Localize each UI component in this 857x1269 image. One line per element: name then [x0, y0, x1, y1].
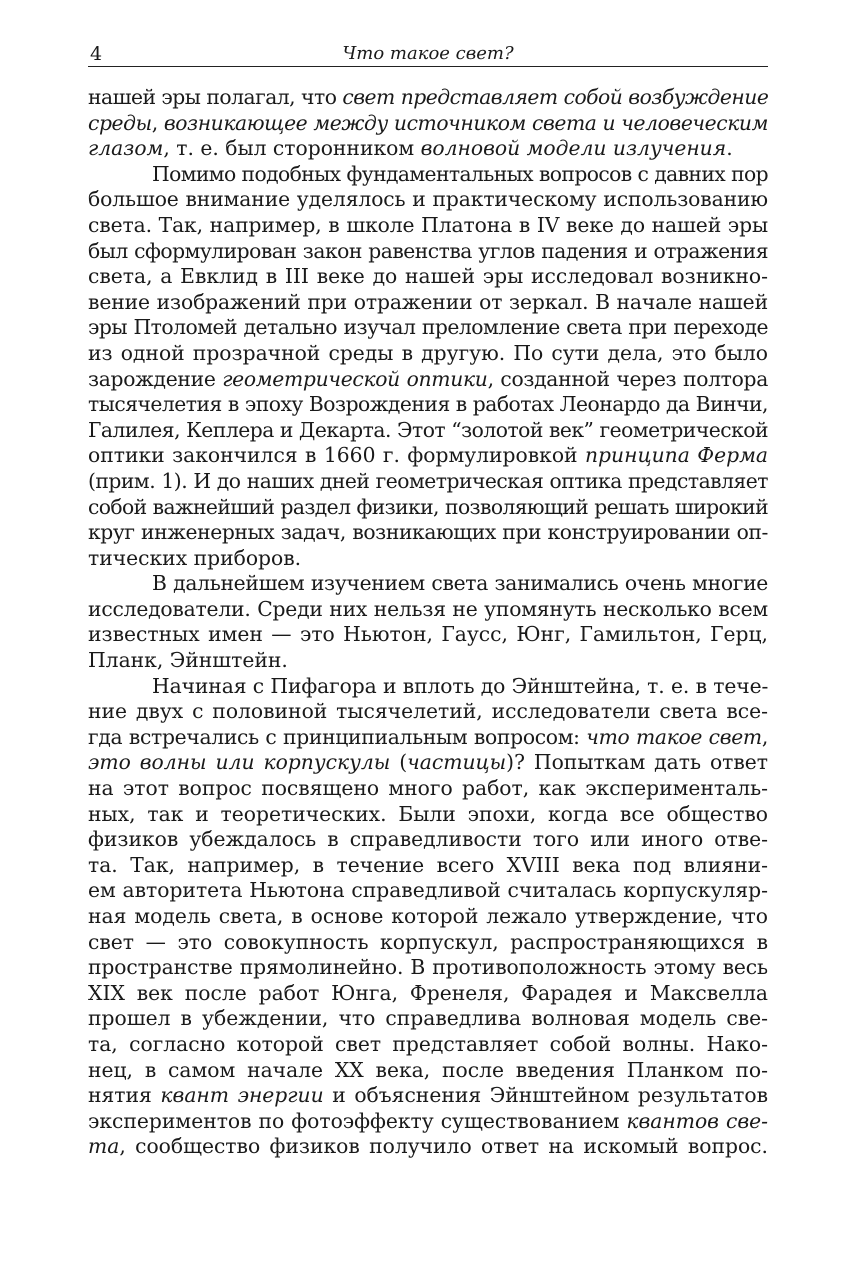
- text-line: ние двух с половиной тысячелетий, исследователи света все-: [88, 699, 768, 724]
- text-line: из одной прозрачной среды в другую. По сути дела, это было: [88, 340, 768, 365]
- text-line: прошел в убеждении, что справедлива волновая модель све-: [88, 1006, 768, 1031]
- text-line: собой важнейший раздел физики, позволяющий решать широкий: [88, 494, 768, 519]
- text-line: физиков убеждалось в справедливости того или иного отве-: [88, 827, 768, 852]
- text-line: зарождение геометрической оптики, созданной через полтора: [88, 366, 768, 391]
- text-line: нашей эры полагал, что свет представляет собой возбуждение: [88, 85, 769, 109]
- text-line: известных имен — это Ньютон, Гаусс, Юнг, Гамильтон, Герц,: [88, 622, 768, 647]
- page-header: [88, 40, 768, 67]
- text-line: (прим. 1). И до наших дней геометрическая оптика представляет: [88, 468, 768, 493]
- text-line: вение изображений при отражении от зеркал. В начале нашей: [88, 289, 768, 314]
- text-line: Планк, Эйнштейн.: [88, 648, 288, 673]
- text-line: исследователи. Среди них нельзя не упомянуть несколько всем: [88, 596, 768, 621]
- text-line: это волны или корпускулы (частицы)? Попыткам дать ответ: [88, 750, 769, 775]
- text-line: круг инженерных задач, возникающих при конструировании оп-: [88, 520, 768, 545]
- text-line: XIX век после работ Юнга, Френеля, Фарадея и Максвелла: [88, 980, 768, 1005]
- text-line: та, согласно которой свет представляет собой волны. Нако-: [88, 1031, 768, 1056]
- body-text: [88, 85, 768, 1160]
- page-number: 4: [90, 43, 103, 65]
- text-line: ных, так и теоретических. Были эпохи, когда все общество: [88, 801, 768, 826]
- text-line: ная модель света, в основе которой лежало утверждение, что: [88, 904, 768, 928]
- text-line: был сформулирован закон равенства углов падения и отражения: [88, 238, 768, 263]
- text-line: большое внимание уделялось и практическому использованию: [88, 187, 768, 212]
- text-line: Галилея, Кеплера и Декарта. Этот “золотой век” геометрической: [88, 417, 768, 442]
- text-line: нятия квант энергии и объяснения Эйнштейном результатов: [88, 1083, 768, 1108]
- text-line: гда встречались с принципиальным вопросом: что такое свет,: [88, 724, 769, 749]
- text-line: свет — это совокупность корпускул, распространяющихся в: [88, 929, 768, 954]
- text-line: та. Так, например, в течение всего XVIII века под влияни-: [88, 852, 768, 877]
- text-line: тысячелетия в эпоху Возрождения в работах Леонардо да Винчи,: [88, 392, 768, 417]
- text-line: Начиная с Пифагора и вплоть до Эйнштейна, т. е. в тече-: [152, 673, 769, 698]
- text-line: экспериментов по фотоэффекту существованием квантов све-: [88, 1108, 768, 1133]
- text-line: Помимо подобных фундаментальных вопросов с давних пор: [152, 161, 768, 186]
- text-line: эры Птоломей детально изучал преломление света при переходе: [88, 315, 768, 340]
- text-line: глазом, т. е. был сторонником волновой модели излучения.: [88, 136, 733, 161]
- text-line: тических приборов.: [88, 545, 302, 570]
- text-line: света. Так, например, в школе Платона в IV веке до нашей эры: [88, 212, 768, 237]
- text-line: пространстве прямолинейно. В противоположность этому весь: [88, 955, 768, 980]
- text-line: среды, возникающее между источником света и человеческим: [88, 110, 768, 135]
- text-line: света, а Евклид в III веке до нашей эры исследовал возникно-: [88, 264, 768, 289]
- text-line: оптики закончился в 1660 г. формулировкой принципа Ферма: [88, 443, 768, 468]
- text-line: В дальнейшем изучением света занимались очень многие: [152, 571, 768, 596]
- text-line: ем авторитета Ньютона справедливой считалась корпускуляр-: [88, 878, 768, 903]
- text-line: та, сообщество физиков получило ответ на искомый вопрос.: [88, 1134, 768, 1159]
- running-title: Что такое свет?: [342, 43, 514, 64]
- text-line: нец, в самом начале XX века, после введения Планком по-: [88, 1057, 768, 1082]
- text-line: на этот вопрос посвящено много работ, как эксперименталь-: [88, 776, 768, 801]
